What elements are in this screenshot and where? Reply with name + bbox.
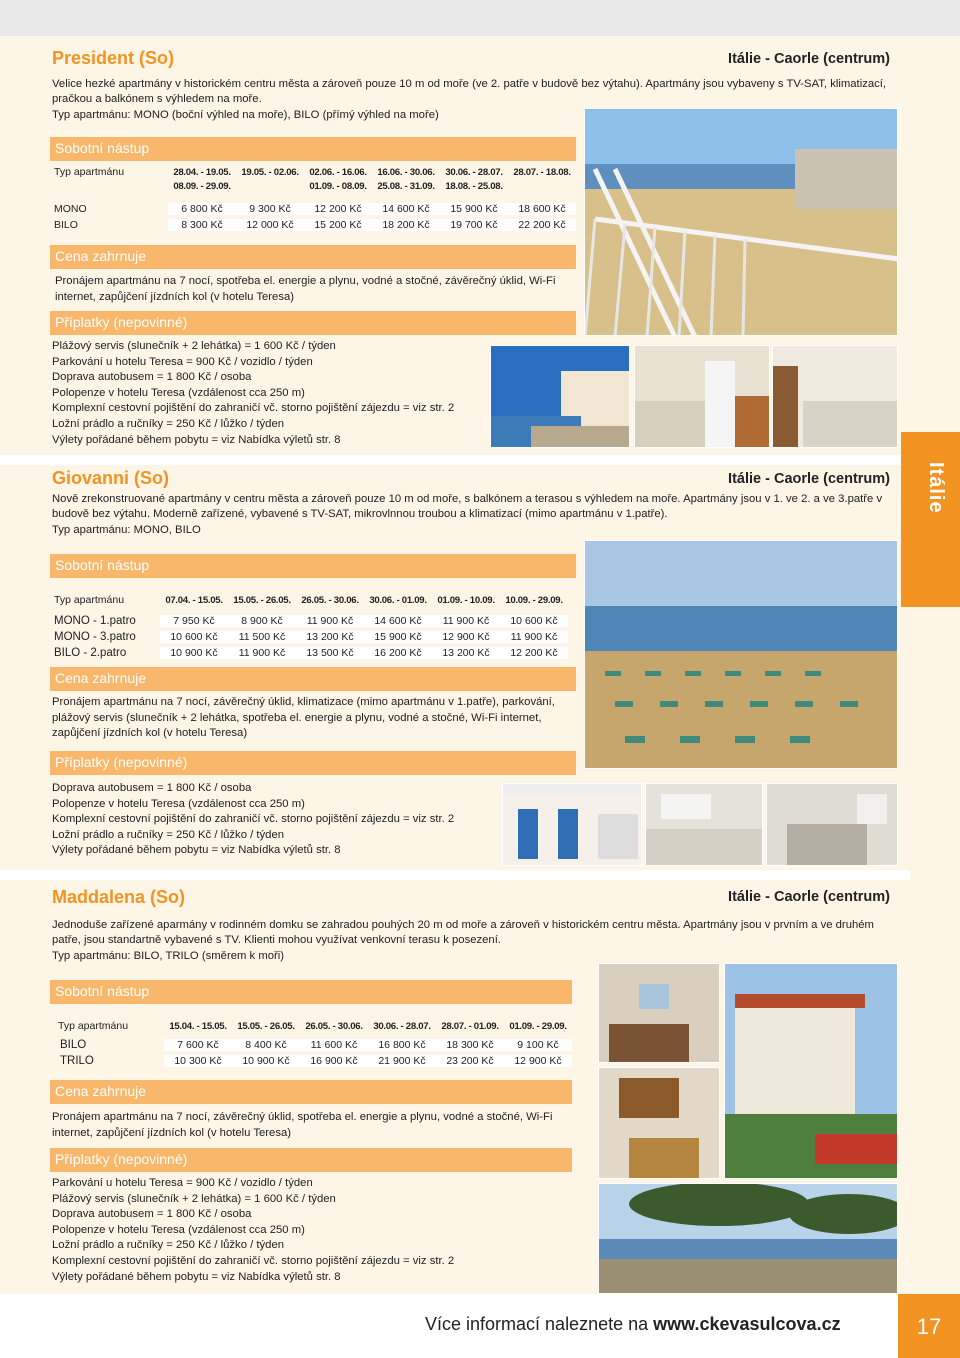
table-row [50, 613, 568, 629]
page-number: 17 [898, 1294, 960, 1358]
price-cell: 13 200 Kč [442, 647, 490, 659]
photo-kitchen-dining [598, 1067, 720, 1179]
footer-url[interactable]: www.ckevasulcova.cz [653, 1314, 841, 1334]
section-title: Giovanni (So) [52, 468, 169, 488]
band-saturday-arrival: Sobotní nástup [50, 137, 576, 161]
date-range: 26.05. - 30.06. [305, 1020, 363, 1032]
extra-item: Plážový servis (slunečník + 2 lehátka) = 1 600 Kč / týden [52, 1192, 336, 1205]
table-row [50, 1037, 572, 1053]
photo-house-garden [724, 963, 898, 1179]
price-table [50, 592, 568, 661]
date-range: 08.09. - 29.09. [173, 181, 231, 192]
price-cell: 7 600 Kč [177, 1039, 219, 1051]
extra-item: Parkování u hotelu Teresa = 900 Kč / vozidlo / týden [52, 1177, 313, 1189]
price-cell: 23 200 Kč [446, 1055, 494, 1067]
row-label: MONO - 1.patro [54, 615, 136, 627]
extra-item: Polopenze v hotelu Teresa (vzdálenost cca 250 m) [52, 797, 305, 810]
extra-item: Ložní prádlo a ručníky = 250 Kč / lůžko / týden [52, 828, 285, 841]
date-range: 15.05. - 26.05. [233, 594, 291, 606]
price-cell: 18 600 Kč [518, 203, 566, 215]
table-row [50, 645, 568, 661]
date-range: 28.07. - 18.08. [513, 166, 571, 178]
photo-balcony-beach [584, 108, 898, 336]
table-row [50, 201, 576, 217]
price-cell: 22 200 Kč [518, 219, 566, 231]
price-cell: 15 900 Kč [450, 203, 498, 215]
price-cell: 6 800 Kč [181, 203, 223, 215]
price-cell: 12 000 Kč [246, 219, 294, 231]
row-label: MONO [54, 203, 87, 215]
section-description: Jednoduše zařízené aparmány v rodinném domku se zahradou pouhých 20 m od moře a zároveň v historickém centru města. Apartmány jsou v prvním a ve druhém patře, jsou standartně vybavené s TV. Klienti mohou využívat venkovní terasu k posezení. [52, 919, 874, 946]
date-range: 30.06. - 28.07. [445, 166, 503, 178]
photo-living-room [766, 783, 898, 866]
section-location: Itálie - Caorle (centrum) [728, 51, 890, 67]
extra-item: Doprava autobusem = 1 800 Kč / osoba [52, 782, 252, 794]
country-side-tab: Itálie [901, 432, 960, 607]
band-price-includes: Cena zahrnuje [50, 667, 576, 691]
date-range: 18.08. - 25.08. [445, 181, 503, 192]
price-includes-text: Pronájem apartmánu na 7 nocí, závěrečný úklid, klimatizace (mimo apartmánu v 1.patře), parkování, plážový servis (slunečník + 2 lehátka, spotřeba el. energie a plynu, vodné a stočné, Wi-Fi internet, zapůjčení jízdních kol (v hotelu Teresa) [52, 696, 555, 740]
extra-item: Výlety pořádané během pobytu = viz Nabídka výletů str. 8 [52, 1270, 341, 1283]
price-cell: 11 900 Kč [510, 631, 558, 643]
table-header [50, 164, 576, 180]
price-cell: 16 900 Kč [310, 1055, 358, 1067]
table-row [50, 217, 576, 233]
extra-item: Komplexní cestovní pojištění do zahraničí vč. storno pojištění zájezdu = viz str. 2 [52, 813, 455, 826]
price-cell: 19 700 Kč [450, 219, 498, 231]
price-cell: 10 600 Kč [510, 615, 558, 627]
row-label: BILO - 2.patro [54, 647, 127, 659]
extra-item: Komplexní cestovní pojištění do zahraničí vč. storno pojištění zájezdu = viz str. 2 [52, 1254, 455, 1267]
date-range: 01.09. - 08.09. [309, 181, 367, 192]
row-label: TRILO [60, 1055, 94, 1067]
extras-list [52, 1176, 492, 1285]
price-cell: 11 500 Kč [238, 631, 286, 643]
date-range: 26.05. - 30.06. [301, 594, 359, 606]
top-bar [0, 0, 960, 36]
section-apartment-types: Typ apartmánu: MONO, BILO [52, 524, 201, 536]
section-location: Itálie - Caorle (centrum) [728, 471, 890, 487]
price-cell: 8 900 Kč [241, 615, 283, 627]
extra-item: Polopenze v hotelu Teresa (vzdálenost cca 250 m) [52, 386, 305, 399]
photo-beach-umbrellas [584, 540, 898, 769]
price-cell: 14 600 Kč [382, 203, 430, 215]
band-price-includes: Cena zahrnuje [50, 245, 576, 269]
price-cell: 11 600 Kč [310, 1039, 358, 1051]
price-cell: 15 900 Kč [374, 631, 422, 643]
price-cell: 8 300 Kč [181, 219, 223, 231]
date-range: 01.09. - 29.09. [509, 1020, 567, 1032]
photo-hotel-building [490, 345, 630, 448]
table-row [50, 1053, 572, 1069]
price-includes-text: Pronájem apartmánu na 7 nocí, závěrečný úklid, spotřeba el. energie a plynu, vodné a stočné, Wi-Fi internet, zapůjčení jízdních kol (v hotelu Teresa) [52, 1111, 553, 1139]
price-cell: 12 200 Kč [314, 203, 362, 215]
date-range: 15.04. - 15.05. [169, 1020, 227, 1032]
extra-item: Výlety pořádané během pobytu = viz Nabídka výletů str. 8 [52, 844, 341, 857]
photo-kitchen [634, 345, 770, 448]
date-range: 02.06. - 16.06. [309, 166, 367, 178]
extra-item: Plážový servis (slunečník + 2 lehátka) = 1 600 Kč / týden [52, 340, 336, 352]
price-cell: 10 900 Kč [242, 1055, 290, 1067]
price-cell: 10 600 Kč [170, 631, 218, 643]
row-label: BILO [54, 219, 78, 231]
section-title: Maddalena (So) [52, 887, 186, 907]
price-cell: 9 300 Kč [249, 203, 291, 215]
date-range: 19.05. - 02.06. [241, 166, 299, 178]
date-range: 10.09. - 29.09. [505, 594, 563, 606]
price-cell: 12 200 Kč [510, 647, 558, 659]
price-cell: 11 900 Kč [306, 615, 354, 627]
table-header [50, 592, 568, 608]
price-cell: 9 100 Kč [517, 1039, 559, 1051]
band-saturday-arrival: Sobotní nástup [50, 980, 572, 1004]
price-cell: 16 800 Kč [378, 1039, 426, 1051]
price-cell: 18 300 Kč [446, 1039, 494, 1051]
table-header-label: Typ apartmánu [58, 1020, 129, 1032]
price-cell: 15 200 Kč [314, 219, 362, 231]
date-range: 28.07. - 01.09. [441, 1020, 499, 1032]
footer-text: Více informací naleznete na www.ckevasulcova.cz [425, 1314, 841, 1334]
table-header-label: Typ apartmánu [54, 166, 125, 178]
section-separator [0, 870, 910, 880]
band-saturday-arrival: Sobotní nástup [50, 554, 576, 578]
price-table [50, 1018, 572, 1069]
price-cell: 21 900 Kč [378, 1055, 426, 1067]
band-extras: Příplatky (nepovinné) [50, 1148, 572, 1172]
band-price-includes: Cena zahrnuje [50, 1080, 572, 1104]
price-cell: 18 200 Kč [382, 219, 430, 231]
price-cell: 11 900 Kč [238, 647, 286, 659]
date-range: 30.06. - 28.07. [373, 1020, 431, 1032]
extra-item: Komplexní cestovní pojištění do zahraničí vč. storno pojištění zájezdu = viz str. 2 [52, 402, 455, 415]
photo-building-exterior [502, 783, 642, 866]
date-range: 16.06. - 30.06. [377, 166, 435, 178]
price-cell: 13 500 Kč [306, 647, 354, 659]
date-range: 07.04. - 15.05. [165, 594, 223, 606]
section-apartment-types: Typ apartmánu: BILO, TRILO (směrem k moři) [52, 950, 285, 962]
extra-item: Polopenze v hotelu Teresa (vzdálenost cca 250 m) [52, 1223, 305, 1236]
extra-item: Doprava autobusem = 1 800 Kč / osoba [52, 371, 252, 384]
photo-bedroom [772, 345, 898, 448]
date-range: 28.04. - 19.05. [173, 166, 231, 178]
section-description: Velice hezké apartmány v historickém centru města a zároveň pouze 10 m od moře (ve 2. patře v budově bez výtahu). Apartmány jsou vybaveny s TV-SAT, klimatizací, pračkou a balkónem s výhledem na moře. [52, 78, 887, 105]
table-header-secondary [50, 180, 576, 193]
date-range: 25.08. - 31.09. [377, 181, 435, 192]
price-cell: 16 200 Kč [374, 647, 422, 659]
extra-item: Ložní prádlo a ručníky = 250 Kč / lůžko / týden [52, 1239, 285, 1252]
price-cell: 8 400 Kč [245, 1039, 287, 1051]
extra-item: Doprava autobusem = 1 800 Kč / osoba [52, 1208, 252, 1221]
row-label: MONO - 3.patro [54, 631, 136, 643]
price-cell: 13 200 Kč [306, 631, 354, 643]
photo-kitchen-modern [645, 783, 763, 866]
extra-item: Parkování u hotelu Teresa = 900 Kč / vozidlo / týden [52, 355, 313, 368]
extra-item: Výlety pořádané během pobytu = viz Nabídka výletů str. 8 [52, 433, 341, 446]
price-cell: 10 300 Kč [174, 1055, 222, 1067]
extras-list [52, 339, 492, 448]
date-range: 01.09. - 10.09. [437, 594, 495, 606]
footer [0, 1294, 960, 1358]
date-range: 15.05. - 26.05. [237, 1020, 295, 1032]
section-apartment-types: Typ apartmánu: MONO (boční výhled na moře), BILO (přímý výhled na moře) [52, 109, 439, 121]
extra-item: Ložní prádlo a ručníky = 250 Kč / lůžko / týden [52, 417, 285, 430]
extras-list [52, 781, 492, 859]
price-table [50, 164, 576, 233]
table-header [50, 1018, 572, 1034]
price-cell: 12 900 Kč [442, 631, 490, 643]
price-cell: 11 900 Kč [442, 615, 490, 627]
price-cell: 12 900 Kč [514, 1055, 562, 1067]
band-extras: Příplatky (nepovinné) [50, 751, 576, 775]
price-cell: 7 950 Kč [173, 615, 215, 627]
date-range: 30.06. - 01.09. [369, 594, 427, 606]
section-location: Itálie - Caorle (centrum) [728, 889, 890, 905]
row-label: BILO [60, 1039, 87, 1051]
table-row [50, 629, 568, 645]
table-header-label: Typ apartmánu [54, 594, 125, 606]
price-includes-text: Pronájem apartmánu na 7 nocí, spotřeba el. energie a plynu, vodné a stočné, závěrečný úklid, Wi-Fi internet, zapůjčení jízdních kol (v hotelu Teresa) [55, 275, 556, 303]
section-separator [0, 455, 910, 465]
price-cell: 10 900 Kč [170, 647, 218, 659]
photo-beach-pines [598, 1183, 898, 1294]
band-extras: Příplatky (nepovinné) [50, 311, 576, 335]
photo-living-dining [598, 963, 720, 1063]
section-description: Nově zrekonstruované apartmány v centru města a zároveň pouze 10 m od moře, s balkónem a terasou s výhledem na moře. Apartmány jsou v 1. ve 2. a ve 3.patře v budově bez výtahu. Moderně zařízené, vybavené s TV-SAT, mikrovlnnou troubou a klimatizací (mimo apartmánu v 1.patře). [52, 493, 883, 520]
section-title: President (So) [52, 48, 175, 68]
price-cell: 14 600 Kč [374, 615, 422, 627]
